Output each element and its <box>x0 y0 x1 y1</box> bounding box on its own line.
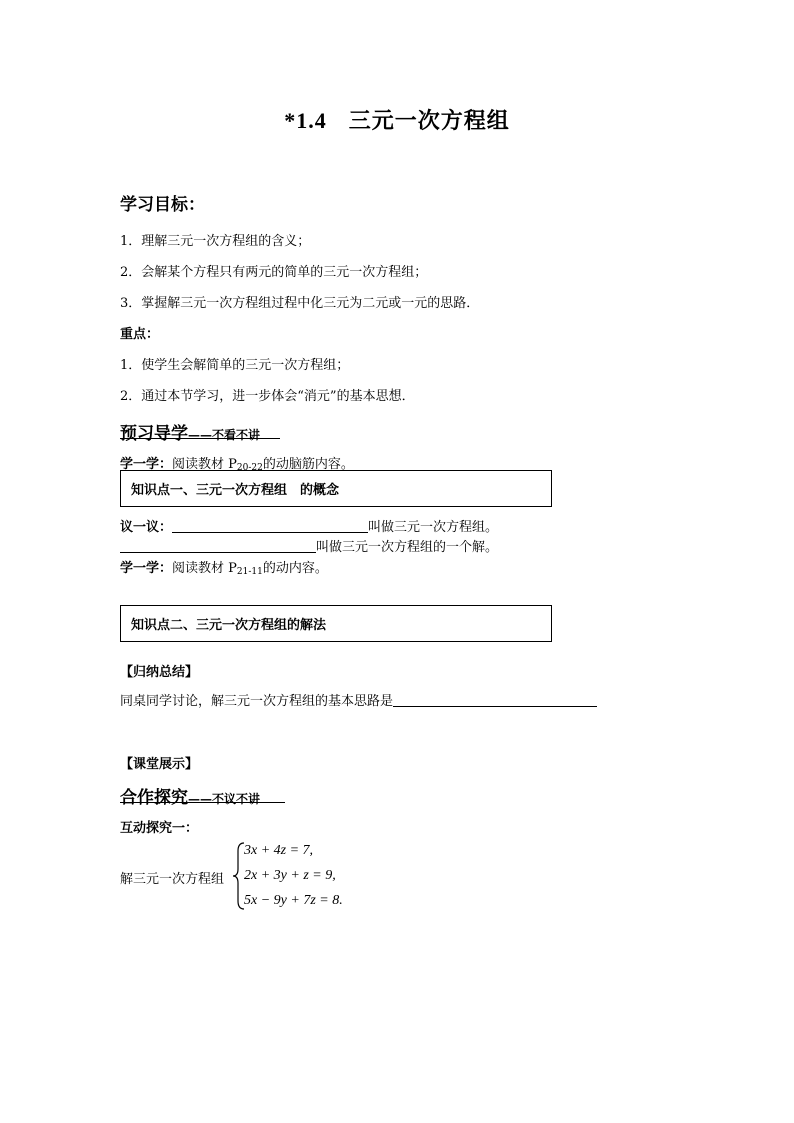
preview-underline <box>120 438 280 439</box>
knowledge-box-1-label: 知识点一、三元一次方程组 的概念 <box>131 483 340 498</box>
equation-3: 5x − 9y + 7z = 8. <box>244 893 343 908</box>
learn-line-2 <box>120 557 328 577</box>
learn-label: 学一学： <box>120 457 173 472</box>
preview-guide-sub: 不看不讲 <box>212 428 261 442</box>
discuss-line1-text: 叫做三元一次方程组。 <box>368 520 499 535</box>
coop-heading <box>120 783 260 808</box>
title-number: *1.4 <box>284 108 327 133</box>
knowledge-box-2 <box>120 605 552 642</box>
objectives-heading: 学习目标： <box>120 195 205 215</box>
key-points-heading: 重点： <box>120 327 160 342</box>
preview-guide-dash: —— <box>188 428 212 442</box>
equation-2: 2x + 3y + z = 9, <box>244 868 336 883</box>
coop-main: 合作探究 <box>120 788 188 808</box>
objective-item: 1．理解三元一次方程组的含义； <box>120 234 311 249</box>
learn-text-before: 阅读教材 P <box>172 457 237 472</box>
preview-guide-main: 预习导学 <box>120 424 188 444</box>
knowledge-box-2-label: 知识点二、三元一次方程组的解法 <box>131 618 327 633</box>
objective-item: 3．掌握解三元一次方程组过程中化三元为二元或一元的思路． <box>120 296 480 311</box>
title-text: 三元一次方程组 <box>348 108 510 134</box>
discuss-line2-text: 叫做三元一次方程组的一个解。 <box>316 540 499 555</box>
discuss-blank-2[interactable] <box>120 538 316 553</box>
summary-text: 同桌同学讨论，解三元一次方程组的基本思路是 <box>120 694 394 709</box>
learn-pages: 21-11 <box>236 567 263 577</box>
knowledge-box-1 <box>120 470 552 507</box>
summary-blank[interactable] <box>393 692 597 707</box>
discuss-label: 议一议： <box>120 520 173 535</box>
coop-dash: —— <box>188 792 212 806</box>
coop-underline <box>120 802 285 803</box>
preview-guide-heading <box>120 419 260 444</box>
summary-line <box>120 690 597 709</box>
summary-heading: 【归纳总结】 <box>120 665 199 680</box>
equation-1: 3x + 4z = 7, <box>244 843 314 858</box>
learn-label: 学一学： <box>120 561 173 576</box>
learn-text-before: 阅读教材 P <box>172 561 237 576</box>
coop-sub: 不议不讲 <box>212 792 261 806</box>
learn-text-after: 的动内容。 <box>262 561 328 576</box>
problem-prefix: 解三元一次方程组 <box>120 872 225 887</box>
key-point-item: 1．使学生会解简单的三元一次方程组； <box>120 358 350 373</box>
learn-text-after: 的动脑筋内容。 <box>262 457 354 472</box>
learn-pages: 20-22 <box>236 463 263 473</box>
key-point-item: 2．通过本节学习，进一步体会“消元”的基本思想． <box>120 389 415 404</box>
discuss-blank-1[interactable] <box>172 518 368 533</box>
objective-item: 2．会解某个方程只有两元的简单的三元一次方程组； <box>120 265 428 280</box>
classroom-heading: 【课堂展示】 <box>120 757 199 772</box>
discuss-line-2 <box>120 536 498 555</box>
interact-heading: 互动探究一： <box>120 821 199 836</box>
page-title <box>0 104 794 135</box>
discuss-line-1 <box>120 516 498 535</box>
